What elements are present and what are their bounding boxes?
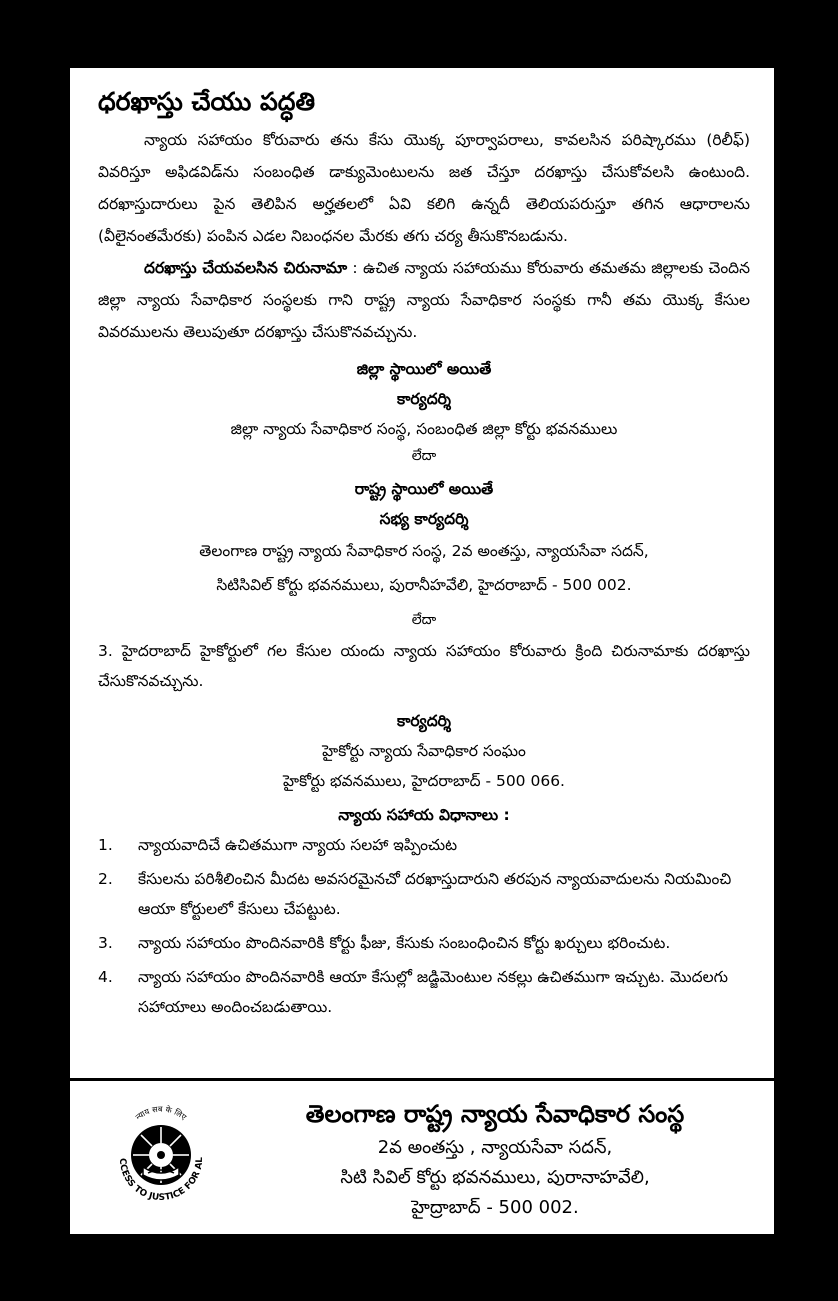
document-content bbox=[98, 84, 750, 1026]
high-court-paragraph: 3. హైదరాబాద్ హైకోర్టులో గల కేసుల యందు న్యాయ సహాయం కోరువారు క్రింది చిరునామాకు దరఖాస్తు చేసుకొనవచ్చును. bbox=[98, 642, 750, 690]
logo-top-text: न्याय सब के लिए bbox=[133, 1104, 189, 1122]
state-address-line1: తెలంగాణ రాష్ట్ర న్యాయ సేవాధికార సంస్థ, 2వ అంతస్తు, న్యాయసేవా సదన్, bbox=[199, 542, 649, 560]
legal-services-logo-icon bbox=[106, 1103, 216, 1213]
methods-title: న్యాయ సహాయ విధానాలు : bbox=[338, 806, 510, 824]
district-role: కార్యదర్శి bbox=[396, 390, 451, 408]
list-item bbox=[98, 962, 750, 1022]
footer bbox=[70, 1081, 774, 1234]
address-paragraph bbox=[98, 252, 750, 348]
page-title: ధరఖాస్తు చేయు పద్ధతి bbox=[98, 87, 316, 116]
list-item bbox=[98, 830, 750, 860]
list-item-text: న్యాయవాదిచే ఉచితముగా న్యాయ సలహా ఇప్పించుట bbox=[138, 836, 458, 854]
logo-ring-text: CCESS TO JUSTICE FOR AL bbox=[116, 1156, 206, 1204]
state-address-line2: సిటిసివిల్ కోర్టు భవనములు, పురానీహవేలి, హైదరాబాద్ - 500 002. bbox=[216, 576, 632, 594]
footer-line3: హైద్రాబాద్ - 500 002. bbox=[411, 1197, 579, 1218]
high-court-line2: హైకోర్టు భవనములు, హైదరాబాద్ - 500 066. bbox=[283, 772, 565, 790]
footer-address bbox=[220, 1095, 770, 1223]
footer-line1: 2వ అంతస్తు , న్యాయసేవా సదన్, bbox=[377, 1137, 613, 1158]
footer-title: తెలంగాణ రాష్ట్ర న్యాయ సేవాధికార సంస్థ bbox=[305, 1100, 685, 1128]
document-page bbox=[70, 68, 774, 1234]
list-item-number: 3. bbox=[98, 934, 113, 952]
list-item bbox=[98, 864, 750, 924]
list-item-number: 4. bbox=[98, 968, 113, 986]
list-item-number: 1. bbox=[98, 836, 113, 854]
address-text: : ఉచిత న్యాయ సహాయము కోరువారు తమతమ జిల్లాలకు చెందిన జిల్లా న్యాయ సేవాధికార సంస్థలకు గాని రాష్ట్ర న్యాయ సేవాధికార సంస్థకు గానీ తమ యొక్క కేసుల వివరములను తెలుపుతూ దరఖాస్తు చేసుకొనవచ్చును. bbox=[98, 259, 751, 341]
methods-list bbox=[98, 830, 750, 1022]
state-or: లేదా bbox=[411, 612, 437, 628]
intro-paragraph: న్యాయ సహాయం కోరువారు తను కేసు యొక్క పూర్వాపరాలు, కావలసిన పరిష్కారము (రిలీఫ్) వివరిస్తూ అఫిడవిడ్‌ను సంబంధిత డాక్యుమెంటులను జత చేస్తూ దరఖాస్తు చేసుకోవలసి ఉంటుంది. దరఖాస్తుదారులు పైన తెలిపిన అర్హతలలో ఏవి కలిగి ఉన్నదీ తెలియపరుస్తూ తగిన ఆధారాలను (వీలైనంతమేరకు) పంపిన ఎడల నిబంధనల మేరకు తగు చర్య తీసుకొనబడును. bbox=[98, 131, 750, 245]
district-title: జిల్లా స్థాయిలో అయితే bbox=[356, 360, 492, 378]
footer-line2: సిటి సివిల్ కోర్టు భవనములు, పురానాహవేలి, bbox=[340, 1167, 650, 1188]
list-item bbox=[98, 928, 750, 958]
list-item-number: 2. bbox=[98, 870, 113, 888]
high-court-role: కార్యదర్శి bbox=[396, 712, 451, 730]
high-court-line1: హైకోర్టు న్యాయ సేవాధికార సంఘం bbox=[322, 742, 526, 760]
district-address: జిల్లా న్యాయ సేవాధికార సంస్థ, సంబంధిత జిల్లా కోర్టు భవనములు bbox=[230, 420, 618, 438]
state-role: సభ్య కార్యదర్శి bbox=[379, 510, 469, 528]
state-title: రాష్ట్ర స్థాయిలో అయితే bbox=[354, 480, 494, 498]
address-label: దరఖాస్తు చేయవలసిన చిరునామా bbox=[144, 259, 348, 277]
list-item-text: కేసులను పరిశీలించిన మీదట అవసరమైనచో దరఖాస్తుదారుని తరపున న్యాయవాదులను నియమించి ఆయా కోర్టులలో కేసులు చేపట్టుట. bbox=[138, 870, 732, 918]
list-item-text: న్యాయ సహాయం పొందినవారికి ఆయా కేసుల్లో జడ్జిమెంటుల నకల్లు ఉచితముగా ఇచ్చుట. మొదలగు సహాయాలు అందించబడుతాయి. bbox=[138, 968, 729, 1016]
district-or: లేదా bbox=[411, 448, 437, 464]
svg-text:न्याय सब के लिए bbox=[134, 1104, 189, 1122]
list-item-text: న్యాయ సహాయం పొందినవారికి కోర్టు ఫీజు, కేసుకు సంబంధించిన కోర్టు ఖర్చులు భరించుట. bbox=[138, 934, 671, 952]
